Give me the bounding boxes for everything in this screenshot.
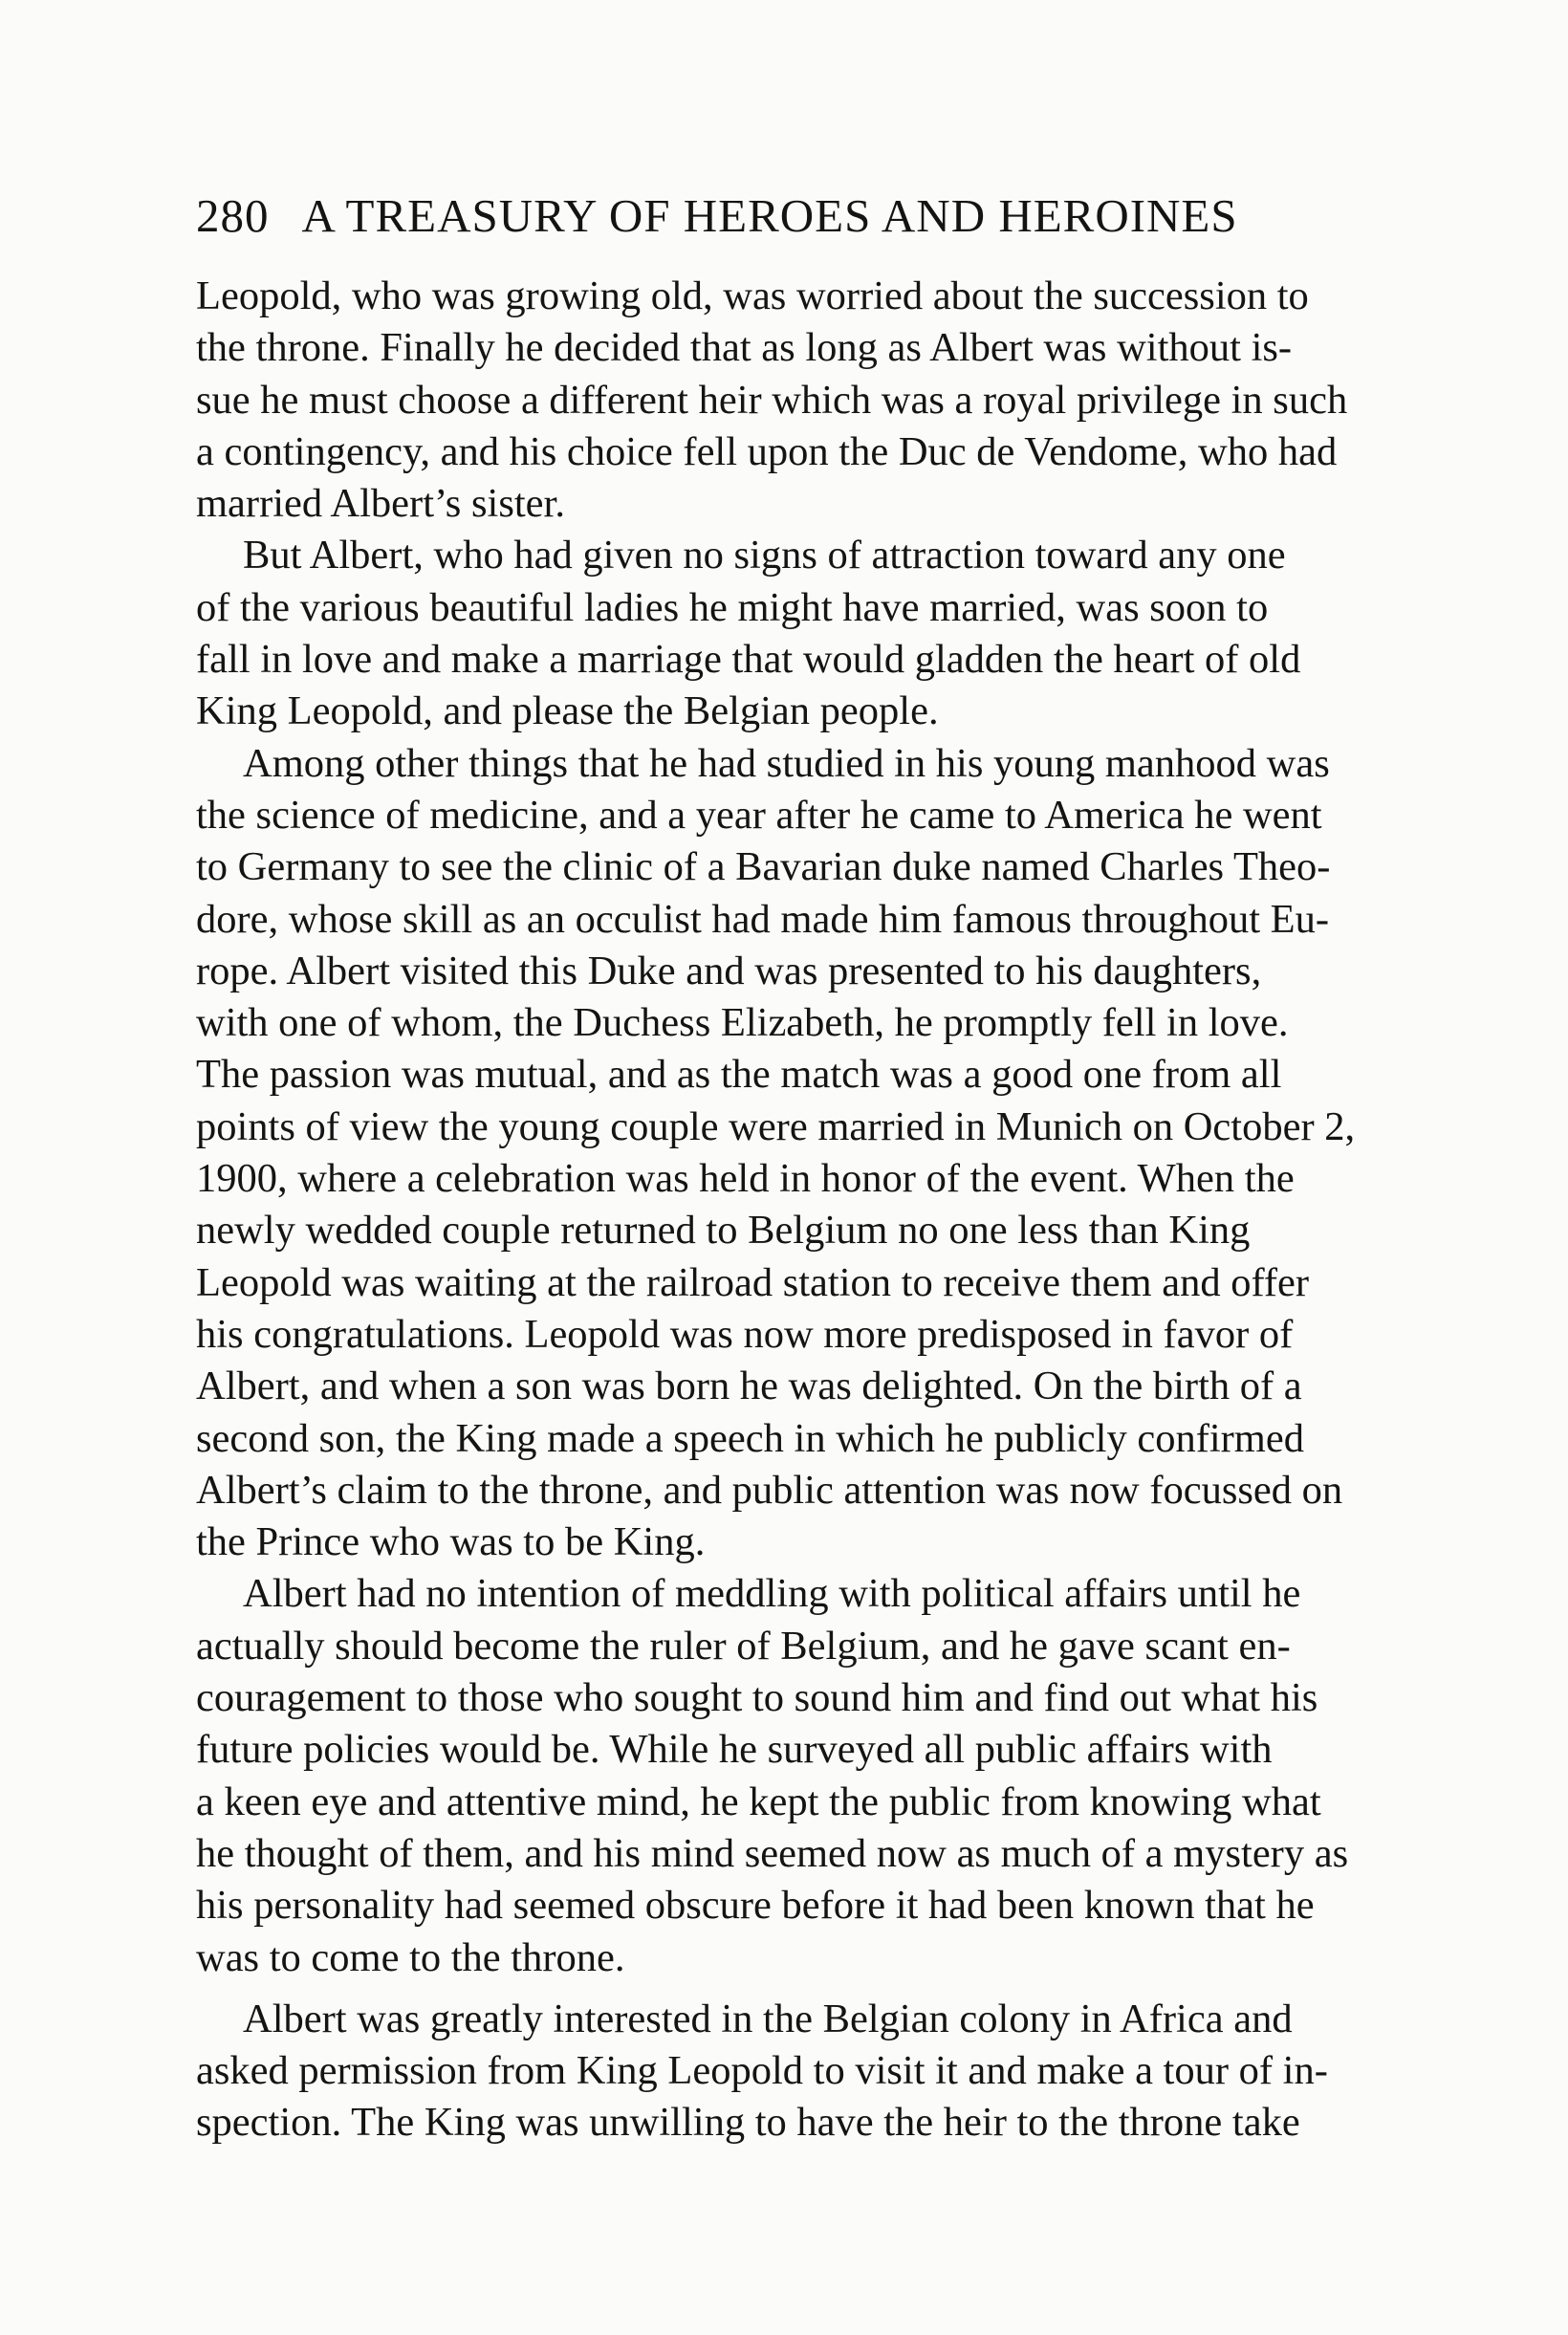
text-line: second son, the King made a speech in which he publicly confirmed: [196, 1415, 1304, 1461]
text-line: his personality had seemed obscure before it had been known that he: [196, 1883, 1315, 1929]
text-line: King Leopold, and please the Belgian people.: [196, 688, 939, 734]
text-line: asked permission from King Leopold to visit it and make a tour of in-: [196, 2048, 1328, 2094]
text-line: sue he must choose a different heir which was a royal privilege in such: [196, 377, 1348, 423]
text-line: he thought of them, and his mind seemed now as much of a mystery as: [196, 1830, 1349, 1876]
page-number: 280: [196, 189, 270, 242]
text-line: The passion was mutual, and as the match was a good one from all: [196, 1052, 1282, 1098]
text-line: the science of medicine, and a year after he came to America he went: [196, 792, 1322, 838]
text-line: points of view the young couple were married in Munich on October 2,: [196, 1103, 1356, 1149]
text-line: 1900, where a celebration was held in honor of the event. When the: [196, 1156, 1295, 1202]
text-line: spection. The King was unwilling to have the heir to the throne take: [196, 2100, 1300, 2146]
text-line: Albert’s claim to the throne, and public attention was now focussed on: [196, 1467, 1343, 1513]
text-line: Leopold was waiting at the railroad station to receive them and offer: [196, 1259, 1310, 1305]
text-line: with one of whom, the Duchess Elizabeth, he promptly fell in love.: [196, 1000, 1289, 1046]
text-line: dore, whose skill as an occulist had made him famous throughout Eu-: [196, 896, 1330, 942]
text-line: Albert, and when a son was born he was delighted. On the birth of a: [196, 1364, 1302, 1409]
text-line: his congratulations. Leopold was now more predisposed in favor of: [196, 1311, 1294, 1357]
paragraph-first-line: Among other things that he had studied in his young manhood was: [243, 740, 1330, 786]
text-line: was to come to the throne.: [196, 1934, 625, 1980]
text-line: the throne. Finally he decided that as long as Albert was without is-: [196, 325, 1293, 371]
body-text: [196, 271, 1525, 2150]
text-line: to Germany to see the clinic of a Bavarian duke named Charles Theo-: [196, 844, 1331, 890]
text-line: of the various beautiful ladies he might have married, was soon to: [196, 584, 1269, 630]
running-title: A TREASURY OF HEROES AND HEROINES: [301, 189, 1238, 242]
text-line: married Albert’s sister.: [196, 481, 565, 527]
text-line: Leopold, who was growing old, was worried about the succession to: [196, 273, 1309, 318]
text-line: the Prince who was to be King.: [196, 1519, 706, 1565]
paragraph-first-line: Albert had no intention of meddling with political affairs until he: [243, 1571, 1301, 1617]
text-line: rope. Albert visited this Duke and was presented to his daughters,: [196, 948, 1262, 993]
text-line: newly wedded couple returned to Belgium no one less than King: [196, 1208, 1251, 1254]
text-line: couragement to those who sought to sound him and find out what his: [196, 1675, 1318, 1721]
paragraph-first-line: But Albert, who had given no signs of attraction toward any one: [243, 533, 1286, 578]
text-line: a keen eye and attentive mind, he kept the public from knowing what: [196, 1779, 1321, 1824]
paragraph-first-line: Albert was greatly interested in the Belgian colony in Africa and: [243, 1996, 1293, 2041]
text-line: a contingency, and his choice fell upon the Duc de Vendome, who had: [196, 428, 1338, 474]
text-line: future policies would be. While he surveyed all public affairs with: [196, 1727, 1273, 1773]
text-line: actually should become the ruler of Belgium, and he gave scant en-: [196, 1623, 1291, 1669]
text-line: fall in love and make a marriage that would gladden the heart of old: [196, 637, 1301, 683]
page-header: [196, 187, 1372, 245]
